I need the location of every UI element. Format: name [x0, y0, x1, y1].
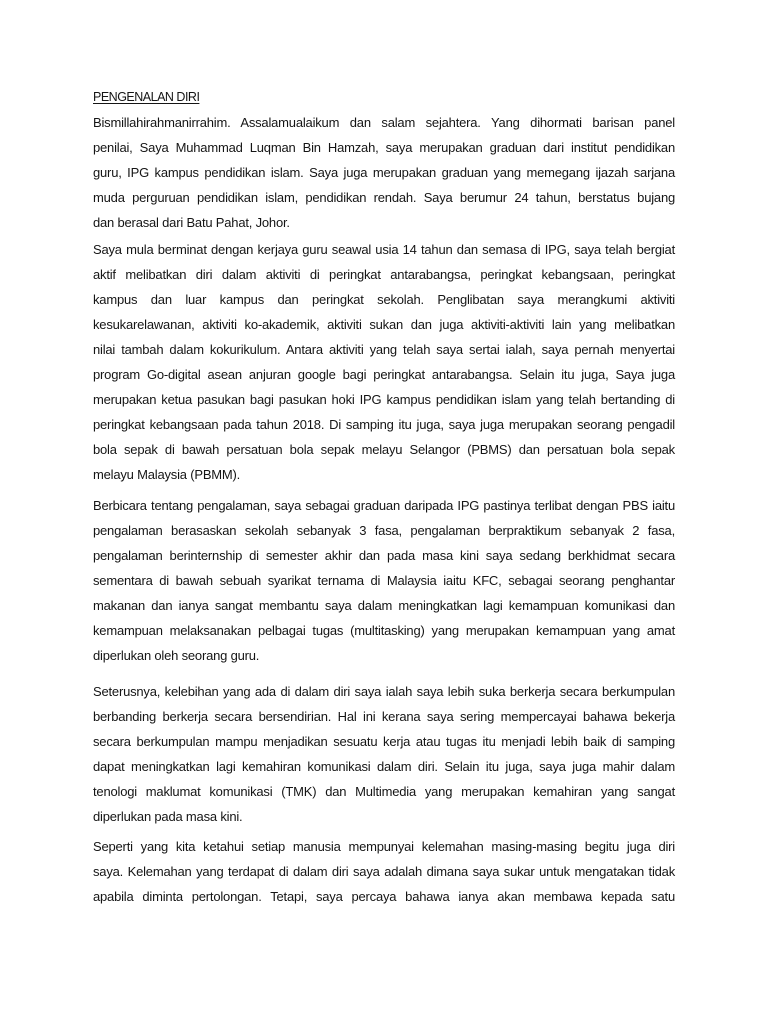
- paragraph-strengths: [93, 679, 675, 829]
- text-line: kemampuan melaksanakan pelbagai tugas (multitasking) yang merupakan kemampuan yang amat: [93, 623, 675, 638]
- text-line: merupakan ketua pasukan bagi pasukan hoki IPG kampus pendidikan islam yang telah bertanding di: [93, 392, 675, 407]
- text-line: Seterusnya, kelebihan yang ada di dalam diri saya ialah saya lebih suka berkerja secara berkumpulan: [93, 684, 675, 699]
- document-title: PENGENALAN DIRI: [93, 90, 200, 104]
- text-line: pengalaman berinternship di semester akhir dan pada masa kini saya sedang berkhidmat secara: [93, 548, 675, 563]
- text-line: makanan dan ianya sangat membantu saya dalam meningkatkan lagi kemampuan komunikasi dan: [93, 598, 675, 613]
- text-line: pengalaman berasaskan sekolah sebanyak 3 fasa, pengalaman berpraktikum sebanyak 2 fasa,: [93, 523, 675, 538]
- text-line: tenologi maklumat komunikasi (TMK) dan Multimedia yang merupakan kemahiran yang sangat: [93, 784, 675, 799]
- paragraph-introduction: [93, 110, 675, 235]
- text-line: Bismillahirahmanirrahim. Assalamualaikum dan salam sejahtera. Yang dihormati barisan panel: [93, 115, 675, 130]
- text-line: saya. Kelemahan yang terdapat di dalam diri saya adalah dimana saya sukar untuk mengatakan tidak: [93, 864, 675, 879]
- text-line: penilai, Saya Muhammad Luqman Bin Hamzah, saya merupakan graduan dari institut pendidikan: [93, 140, 675, 155]
- paragraph-activities: [93, 237, 675, 487]
- text-line: sementara di bawah sebuah syarikat ternama di Malaysia iaitu KFC, sebagai seorang penghantar: [93, 573, 675, 588]
- text-line: aktif melibatkan diri dalam aktiviti di peringkat antarabangsa, peringkat kebangsaan, peringkat: [93, 267, 675, 282]
- text-line: dapat meningkatkan lagi kemahiran komunikasi dalam diri. Selain itu juga, saya juga mahir dalam: [93, 759, 675, 774]
- text-line: dan berasal dari Batu Pahat, Johor.: [93, 215, 290, 230]
- text-line: program Go-digital asean anjuran google bagi peringkat antarabangsa. Selain itu juga, Saya juga: [93, 367, 675, 382]
- text-line: guru, IPG kampus pendidikan islam. Saya juga merupakan graduan yang memegang ijazah sarjana: [93, 165, 675, 180]
- text-line: melayu Malaysia (PBMM).: [93, 467, 241, 482]
- text-line: diperlukan pada masa kini.: [93, 809, 243, 824]
- text-line: bola sepak di bawah persatuan bola sepak melayu Selangor (PBMS) dan persatuan bola sepak: [93, 442, 675, 457]
- text-line: Berbicara tentang pengalaman, saya sebagai graduan daripada IPG pastinya terlibat dengan PBS iaitu: [93, 498, 675, 513]
- text-line: secara berkumpulan mampu menjadikan sesuatu kerja atau tugas itu menjadi lebih baik di samping: [93, 734, 675, 749]
- text-line: diperlukan oleh seorang guru.: [93, 648, 260, 663]
- text-line: peringkat kebangsaan pada tahun 2018. Di samping itu juga, saya juga merupakan seorang pengadil: [93, 417, 675, 432]
- text-line: muda perguruan pendidikan islam, pendidikan rendah. Saya berumur 24 tahun, berstatus bujang: [93, 190, 675, 205]
- paragraph-experience: [93, 493, 675, 668]
- text-line: Seperti yang kita ketahui setiap manusia mempunyai kelemahan masing-masing begitu juga diri: [93, 839, 675, 854]
- text-line: Saya mula berminat dengan kerjaya guru seawal usia 14 tahun dan semasa di IPG, saya telah bergiat: [93, 242, 675, 257]
- text-line: apabila diminta pertolongan. Tetapi, saya percaya bahawa ianya akan membawa kepada satu: [93, 889, 675, 904]
- text-line: berbanding berkerja secara bersendirian. Hal ini kerana saya sering mempercayai bahawa bekerja: [93, 709, 675, 724]
- text-line: kesukarelawanan, aktiviti ko-akademik, aktiviti sukan dan juga aktiviti-aktiviti lain yang melibatkan: [93, 317, 675, 332]
- text-line: nilai tambah dalam kokurikulum. Antara aktiviti yang telah saya sertai ialah, saya pernah menyertai: [93, 342, 675, 357]
- text-line: kampus dan luar kampus dan peringkat sekolah. Penglibatan saya merangkumi aktiviti: [93, 292, 675, 307]
- paragraph-weaknesses: [93, 834, 675, 909]
